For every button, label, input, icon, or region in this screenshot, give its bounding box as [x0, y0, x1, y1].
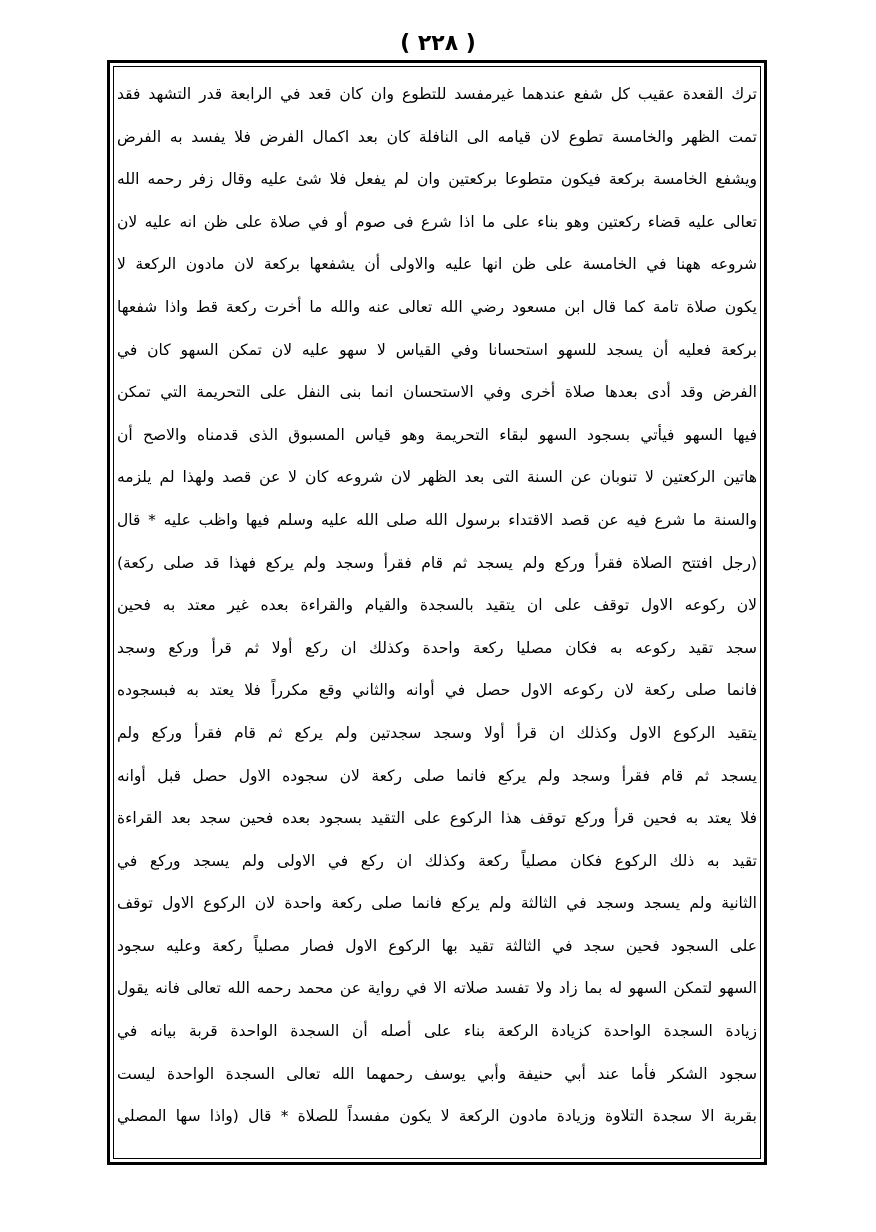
text-line: تقيد به ذلك الركوع فكان مصلياً ركعة وكذلك ان ركع في الاولى ولم يسجد وركع في	[117, 851, 757, 870]
text-line: السهو لتمكن السهو له بما زاد ولا تفسد صلاته الا في رواية عن محمد رحمه الله تعالى فانه يقول	[117, 979, 757, 998]
text-line: ترك القعدة عقيب كل شفع عندهما غيرمفسد للتطوع وان كان قعد في الرابعة قدر التشهد فقد	[117, 85, 757, 103]
text-line: زيادة السجدة الواحدة كزيادة الركعة بناء على أصله أن السجدة الواحدة قربة بيانه في	[117, 1022, 757, 1041]
text-line: تعالى عليه قضاء ركعتين وهو بناء على ما اذا شرع فى صوم أو في صلاة على ظن انه عليه لان	[117, 212, 757, 231]
text-line: سجد تقيد ركوعه به فكان مصليا ركعة واحدة وكذلك ان ركع أولا ثم قرأ وركع وسجد	[117, 638, 757, 657]
text-line: والسنة ما شرع فيه عن قصد الاقتداء برسول الله صلى الله عليه وسلم فيها واظب عليه * قال	[117, 510, 757, 529]
text-line: ويشفع الخامسة بركعة فيكون متطوعا بركعتين وان لم يفعل فلا شئ عليه وقال زفر رحمه الله	[117, 170, 757, 189]
text-line: فيها السهو فيأتي بسجود السهو لبقاء التحريمة وهو قياس المسبوق الذى قدمناه والاصح أن	[117, 425, 757, 444]
text-line: يكون صلاة تامة كما قال ابن مسعود رضي الله تعالى عنه والله ما أخرت ركعة قط واذا شفعها	[117, 297, 757, 316]
text-line: يسجد ثم قام فقرأ وسجد ولم يركع فانما صلى ركعة لان سجوده الاول حصل قبل أوانه	[117, 766, 757, 785]
text-line: (رجل افتتح الصلاة فقرأ وركع ولم يسجد ثم قام فقرأ وسجد ولم يركع فهذا قد صلى ركعة)	[117, 553, 757, 572]
text-line: سجود الشكر فأما عند أبي حنيفة وأبي يوسف رحمهما الله تعالى السجدة الواحدة ليست	[117, 1064, 757, 1083]
text-line: شروعه ههنا في الخامسة على ظن انها عليه والاولى أن يشفعها بركعة لان مادون الركعة لا	[117, 255, 757, 274]
text-line: بركعة فعليه أن يسجد للسهو استحسانا وفي القياس لا سهو عليه لان تمكن السهو كان في	[117, 340, 757, 359]
text-line: تمت الظهر والخامسة تطوع لان قيامه الى النافلة كان بعد اكمال الفرض فلا يفسد به الفرض	[117, 127, 757, 146]
text-line: فلا يعتد به فحين قرأ وركع توقف هذا الركوع على التقيد بسجود بعده فحين سجد بعد القراءة	[117, 809, 757, 828]
page-number: ( ٢٢٨ )	[400, 31, 476, 56]
text-line: الفرض وقد أدى بعدها صلاة أخرى وفي الاستحسان انما بنى النفل على التحريمة التي تمكن	[117, 383, 757, 402]
text-line: هاتين الركعتين لا تنوبان عن السنة التى بعد الظهر لان شروعه كان لا عن قصد ولهذا لم يلزمه	[117, 468, 757, 487]
text-line: يتقيد الركوع الاول وكذلك ان قرأ أولا وسجد سجدتين ولم يركع ثم قام فقرأ وركع ولم	[117, 723, 757, 742]
text-line: فانما صلى ركعة لان ركوعه الاول حصل في أوانه والثاني وقع مكرراً فلا يعتد به فبسجوده	[117, 681, 757, 700]
text-line: بقربة الا سجدة التلاوة وزيادة مادون الركعة لا يكون مفسداً للصلاة * قال (واذا سها المصلي	[117, 1107, 757, 1126]
body-text	[117, 73, 757, 1138]
text-line: الثانية ولم يسجد وسجد في الثالثة ولم يركع فانما صلى ركعة واحدة لان الركوع الاول توقف	[117, 894, 757, 913]
text-line: لان ركوعه الاول توقف على ان يتقيد بالسجدة والقيام والقراءة بعده غير معتد به فحين	[117, 596, 757, 615]
text-line: على السجود فحين سجد في الثالثة تقيد بها الركوع الاول فصار مصلياً ركعة وعليه سجود	[117, 936, 757, 955]
